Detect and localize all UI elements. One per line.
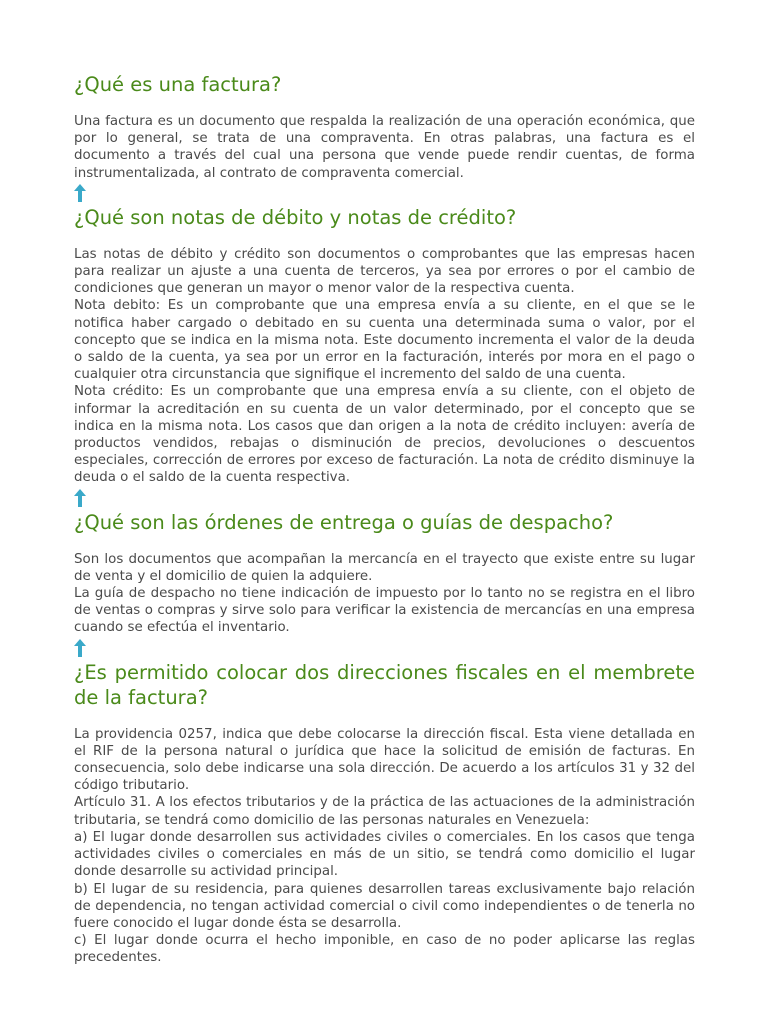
paragraph-nota-debito: Nota debito: Es un comprobante que una empresa envía a su cliente, en el que se le notifica haber cargado o debitado en su cuenta una determinada suma o valor, por el concepto que se indica en la misma nota. Este documento incrementa el valor de la deuda o saldo de la cuenta, ya sea por un error en la facturación, interés por mora en el pago o cualquier otra circunstancia que signifique el incremento del saldo de una cuenta.: [74, 298, 695, 383]
back-to-top-up-arrow-icon[interactable]: [74, 639, 86, 657]
paragraph-providencia: La providencia 0257, indica que debe colocarse la dirección fiscal. Esta viene detallada en el RIF de la persona natural o jurídica que hace la solicitud de emisión de facturas. En consecuencia, solo debe indicarse una sola dirección. De acuerdo a los artículos 31 y 32 del código tributario.: [74, 726, 695, 794]
paragraph-factura-definition: Una factura es un documento que respalda la realización de una operación económica, que por lo general, se trata de una compraventa. En otras palabras, una factura es el documento a través del cual una persona que vende puede rendir cuentas, de forma instrumentalizada, al contrato de compraventa comercial.: [74, 114, 695, 181]
paragraph-nota-credito: Nota crédito: Es un comprobante que una empresa envía a su cliente, con el objeto de informar la acreditación en su cuenta de un valor determinado, por el concepto que se indica en la misma nota. Los casos que dan origen a la nota de crédito incluyen: avería de productos vendidos, rebajas o disminución de precios, devoluciones o descuentos especiales, corrección de errores por exceso de facturación. La nota de crédito disminuye la deuda o el saldo de la cuenta respectiva.: [74, 384, 695, 486]
paragraph-item-a: a) El lugar donde desarrollen sus actividades civiles o comerciales. En los casos que tenga actividades civiles o comerciales en más de un sitio, se tendrá como domicilio el lugar donde desarrolle su actividad principal.: [74, 829, 695, 880]
document-page: [74, 66, 695, 967]
heading-ordenes-entrega: ¿Qué son las órdenes de entrega o guías de despacho?: [74, 510, 614, 534]
back-to-top-up-arrow-icon[interactable]: [74, 489, 86, 507]
paragraph-articulo-31: Artículo 31. A los efectos tributarios y de la práctica de las actuaciones de la administración tributaria, se tendrá como domicilio de las personas naturales en Venezuela:: [74, 795, 695, 828]
paragraph-item-c: c) El lugar donde ocurra el hecho imponible, en caso de no poder aplicarse las reglas precedentes.: [74, 933, 695, 966]
paragraph-notas-intro: Las notas de débito y crédito son documentos o comprobantes que las empresas hacen para realizar un ajuste a una cuenta de terceros, ya sea por errores o por el cambio de condiciones que generan un mayor o menor valor de la respectiva cuenta.: [74, 246, 695, 297]
paragraph-item-b: b) El lugar de su residencia, para quienes desarrollen tareas exclusivamente bajo relación de dependencia, no tengan actividad comercial o civil como independientes o de tenerla no fuere conocido el lugar donde ésta se desarrolla.: [74, 881, 695, 931]
heading-que-es-una-factura: ¿Qué es una factura?: [74, 73, 282, 96]
back-to-top-up-arrow-icon[interactable]: [74, 184, 86, 202]
paragraph-guia-despacho: La guía de despacho no tiene indicación de impuesto por lo tanto no se registra en el libro de ventas o compras y sirve solo para verificar la existencia de mercancías en una empresa cuando se efectúa el inventario.: [74, 586, 695, 636]
heading-direcciones-fiscales: ¿Es permitido colocar dos direcciones fiscales en el membrete de la factura?: [74, 660, 695, 709]
heading-notas-debito-credito: ¿Qué son notas de débito y notas de crédito?: [74, 205, 517, 229]
paragraph-ordenes-definition: Son los documentos que acompañan la mercancía en el trayecto que existe entre su lugar de venta y el domicilio de quien la adquiere.: [74, 551, 695, 584]
